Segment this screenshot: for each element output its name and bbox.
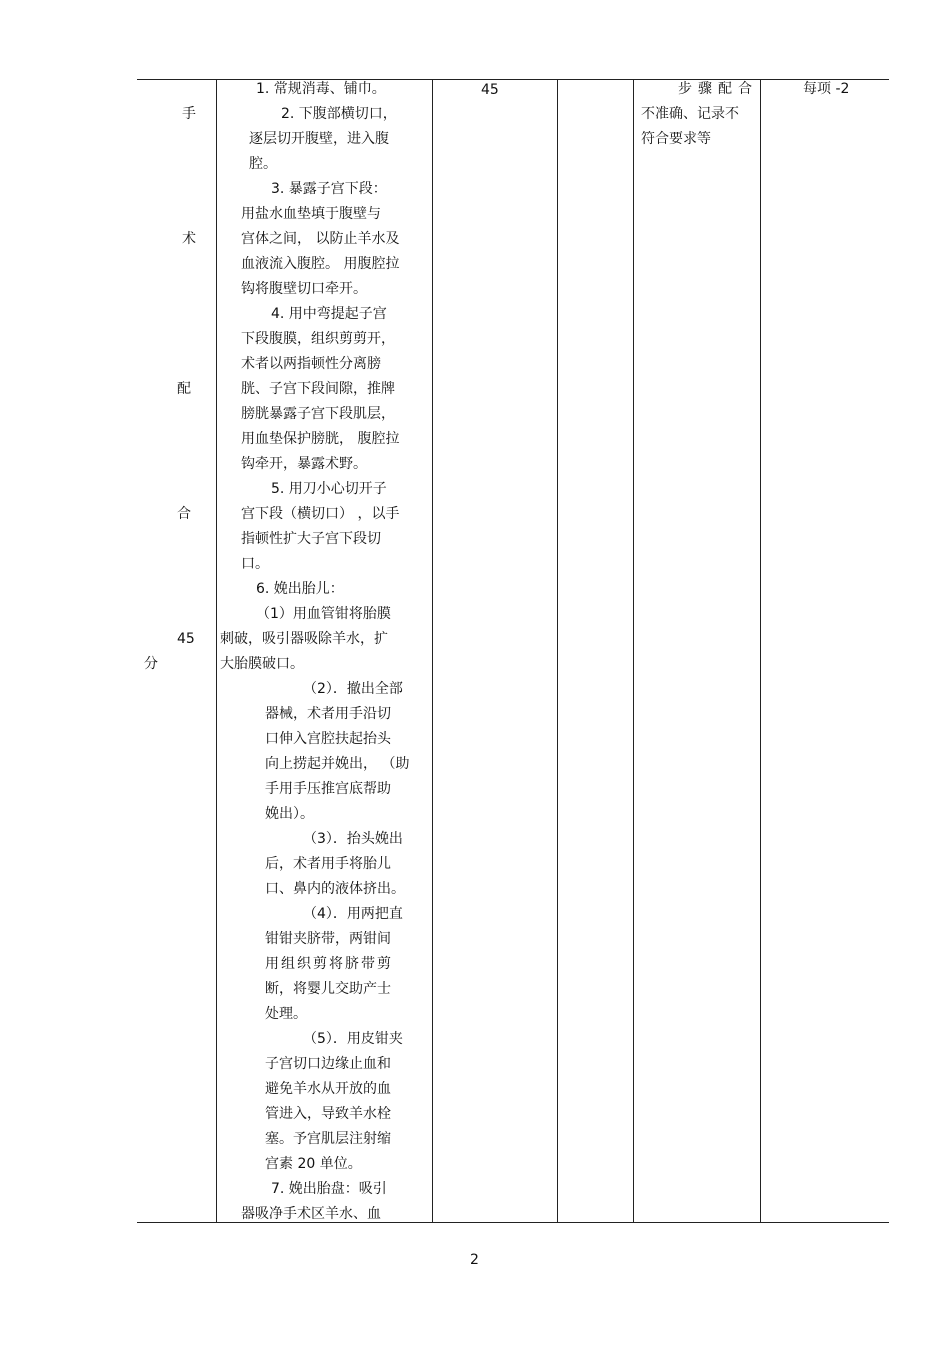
- step-line: 1. 常规消毒、铺巾。: [256, 81, 386, 97]
- step-line: 刺破，吸引器吸除羊水，扩: [220, 631, 388, 647]
- step-line: 口、鼻内的液体挤出。: [265, 881, 405, 897]
- step-line: 钩将腹壁切口牵开。: [241, 281, 367, 297]
- step-line: 胱、子宫下段间隙，推牌: [241, 381, 395, 397]
- step-line: 钩牵开，暴露术野。: [241, 456, 367, 472]
- step-line: 宫下段（横切口） ，以手: [241, 506, 400, 522]
- step-line: 管进入，导致羊水栓: [265, 1106, 391, 1122]
- step-line: 腔。: [249, 156, 277, 172]
- table-col-divider: [432, 79, 433, 1222]
- deduction-cell: 每项 -2: [803, 81, 850, 97]
- step-line: 处理。: [265, 1006, 307, 1022]
- step-line: 膀胱暴露子宫下段肌层，: [241, 406, 395, 422]
- step-line: 6. 娩出胎儿：: [256, 581, 344, 597]
- step-line: 7. 娩出胎盘：吸引: [271, 1181, 387, 1197]
- table-col-divider: [216, 79, 217, 1222]
- step-line: 血液流入腹腔。 用腹腔拉: [241, 256, 400, 272]
- page-number: 2: [470, 1252, 479, 1268]
- table-col-divider: [557, 79, 558, 1222]
- step-line: 下段腹膜，组织剪剪开，: [241, 331, 395, 347]
- step-line: （5）．用皮钳夹: [303, 1031, 403, 1047]
- step-line: 3. 暴露子宫下段：: [271, 181, 387, 197]
- step-line: 向上捞起并娩出， （助: [265, 756, 410, 772]
- step-line: 避免羊水从开放的血: [265, 1081, 391, 1097]
- step-line: 术者以两指顿性分离膀: [241, 356, 381, 372]
- step-line: 用血垫保护膀胱， 腹腔拉: [241, 431, 400, 447]
- category-char: 术: [182, 231, 196, 247]
- step-line: （4）．用两把直: [303, 906, 403, 922]
- step-line: 口伸入宫腔扶起抬头: [265, 731, 391, 747]
- score-cell: 45: [481, 82, 499, 98]
- step-line: 子宫切口边缘止血和: [265, 1056, 391, 1072]
- table-col-divider: [633, 79, 634, 1222]
- category-char: 合: [177, 506, 191, 522]
- step-line: 用组织剪将脐带剪: [265, 956, 393, 972]
- step-line: 4. 用中弯提起子宫: [271, 306, 387, 322]
- category-char: 手: [182, 106, 196, 122]
- step-line: 宫素 20 单位。: [265, 1156, 362, 1172]
- step-line: 塞。予宫肌层注射缩: [265, 1131, 391, 1147]
- step-line: 用盐水血垫填于腹壁与: [241, 206, 381, 222]
- step-line: 钳钳夹脐带，两钳间: [265, 931, 391, 947]
- step-line: 5. 用刀小心切开子: [271, 481, 387, 497]
- step-line: 后，术者用手将胎儿: [265, 856, 391, 872]
- step-line: 器械，术者用手沿切: [265, 706, 391, 722]
- step-line: （2）．撤出全部: [303, 681, 403, 697]
- step-line: 手用手压推宫底帮助: [265, 781, 391, 797]
- step-line: 娩出）。: [265, 806, 314, 822]
- table-col-divider: [760, 79, 761, 1222]
- step-line: 宫体之间， 以防止羊水及: [241, 231, 400, 247]
- step-line: 大胎膜破口。: [220, 656, 304, 672]
- step-line: 2. 下腹部横切口，: [281, 106, 397, 122]
- step-line: 器吸净手术区羊水、血: [241, 1206, 381, 1222]
- category-char: 45: [177, 631, 195, 647]
- step-line: 口。: [241, 556, 269, 572]
- step-line: 断，将婴儿交助产士: [265, 981, 391, 997]
- step-line: 指顿性扩大子宫下段切: [241, 531, 381, 547]
- step-line: 逐层切开腹壁，进入腹: [249, 131, 389, 147]
- table-top-border: [137, 79, 889, 80]
- step-line: （3）．抬头娩出: [303, 831, 403, 847]
- criteria-line: 符合要求等: [641, 131, 711, 147]
- criteria-line: 步骤配合: [678, 81, 758, 97]
- category-char: 分: [144, 656, 158, 672]
- criteria-line: 不准确、记录不: [641, 106, 739, 122]
- step-line: （1）用血管钳将胎膜: [256, 606, 391, 622]
- category-char: 配: [177, 381, 191, 397]
